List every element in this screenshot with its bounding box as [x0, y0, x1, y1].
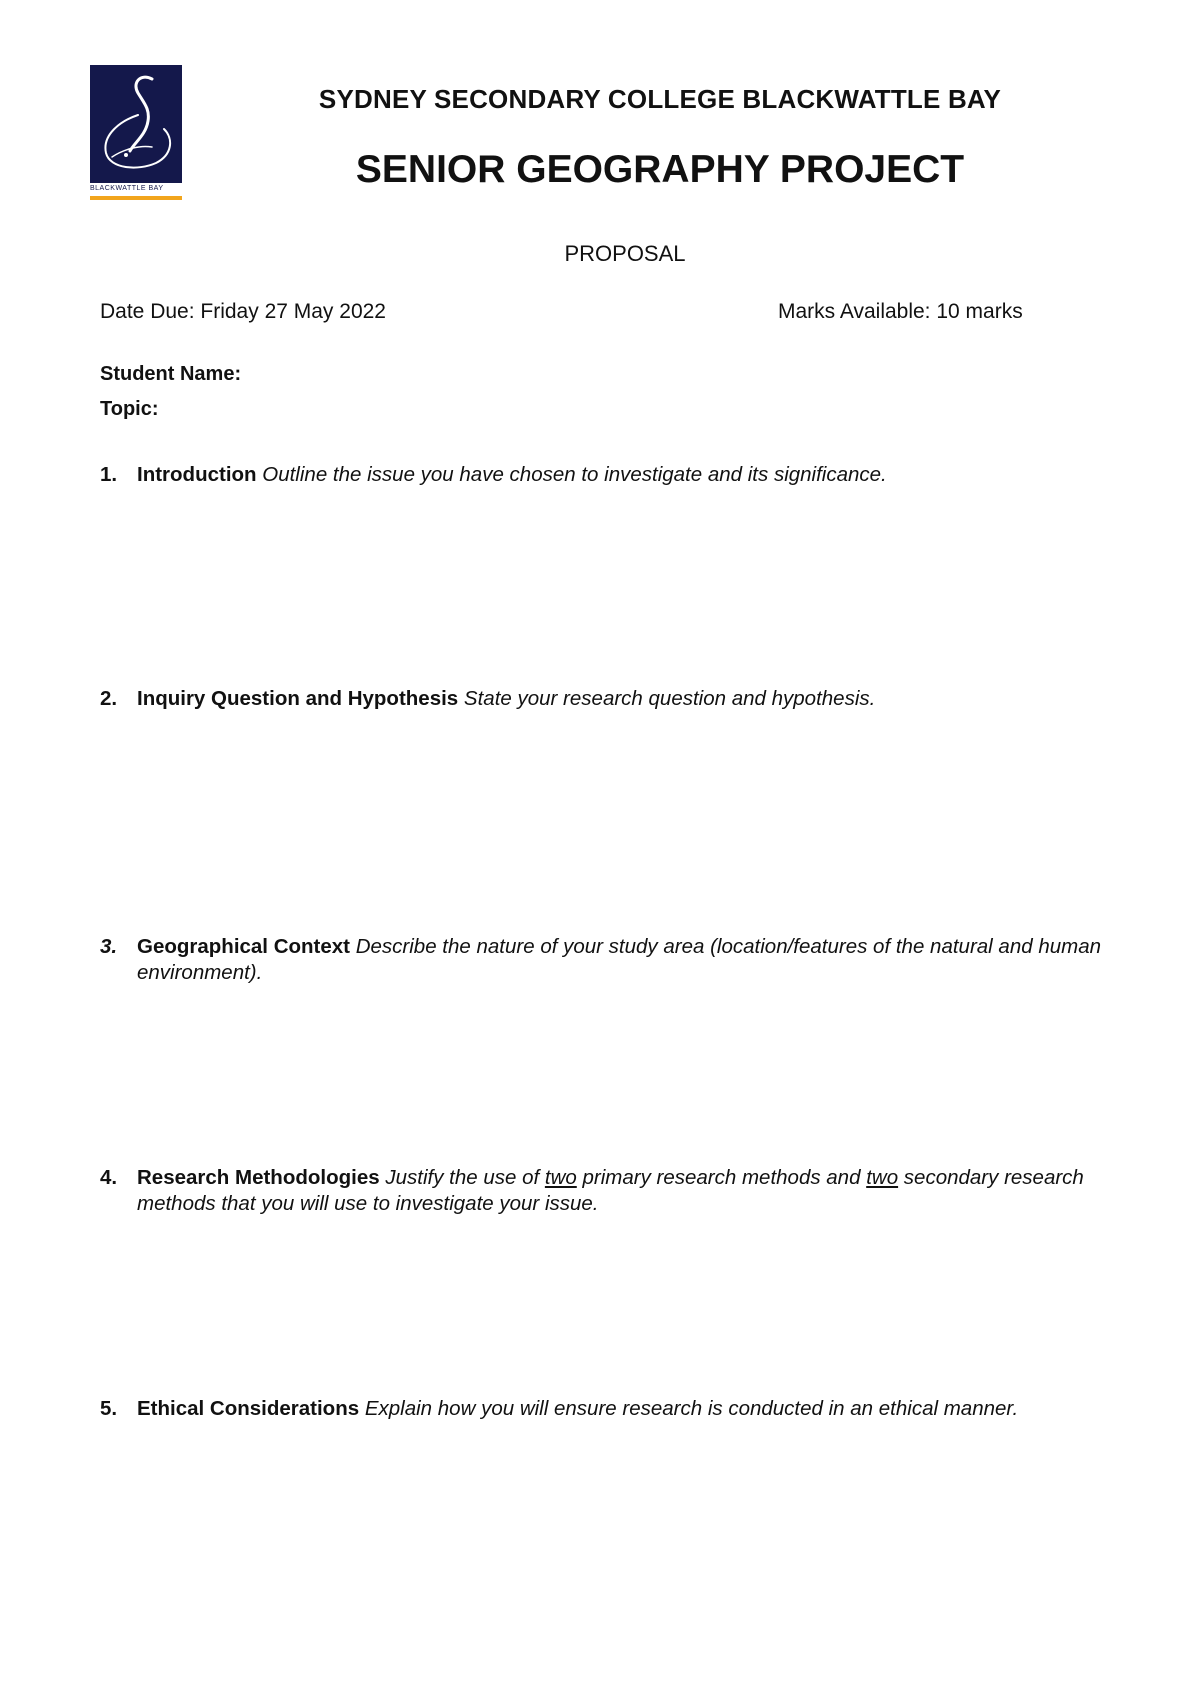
school-crest-s-icon — [90, 65, 182, 183]
section-description: Outline the issue you have chosen to investigate and its significance. — [262, 463, 887, 486]
section-geographical-context — [100, 934, 1120, 986]
project-title: SENIOR GEOGRAPHY PROJECT — [355, 148, 965, 191]
college-name: SYDNEY SECONDARY COLLEGE BLACKWATTLE BAY — [318, 84, 1002, 114]
section-heading: Geographical Context — [137, 935, 351, 958]
marks-available: Marks Available: 10 marks — [778, 300, 1023, 323]
section-introduction — [100, 462, 1120, 488]
logo-accent-bar — [90, 196, 182, 200]
section-research-methodologies — [100, 1165, 1120, 1217]
section-number: 4. — [100, 1166, 118, 1189]
section-description: Describe the nature of your study area (location/features of the natural and human environment). — [137, 935, 1101, 984]
section-description: Explain how you will ensure research is conducted in an ethical manner. — [364, 1397, 1019, 1420]
document-subtitle — [0, 241, 1200, 267]
description-emphasis: two — [866, 1166, 899, 1189]
topic-label: Topic: — [100, 398, 159, 420]
section-number: 2. — [100, 687, 118, 710]
section-number: 5. — [100, 1397, 118, 1420]
description-part: secondary research methods that you will use to investigate your issue. — [137, 1166, 1084, 1215]
student-name-label: Student Name: — [100, 363, 242, 385]
date-due: Date Due: Friday 27 May 2022 — [100, 300, 386, 323]
section-heading: Ethical Considerations — [137, 1397, 360, 1420]
document-subtitle-text: PROPOSAL — [564, 241, 686, 266]
section-heading: Research Methodologies — [137, 1166, 380, 1189]
section-number: 3. — [100, 935, 118, 958]
section-heading: Inquiry Question and Hypothesis — [137, 687, 459, 710]
description-part: primary research methods and — [576, 1166, 867, 1189]
section-ethical-considerations — [100, 1396, 1120, 1422]
description-part: Justify the use of — [385, 1166, 545, 1189]
section-heading: Introduction — [137, 463, 257, 486]
school-logo — [90, 65, 182, 207]
logo-caption: BLACKWATTLE BAY — [90, 185, 164, 192]
description-emphasis: two — [544, 1166, 577, 1189]
section-inquiry-question — [100, 686, 1120, 712]
section-number: 1. — [100, 463, 118, 486]
section-description: State your research question and hypothesis. — [463, 687, 876, 710]
